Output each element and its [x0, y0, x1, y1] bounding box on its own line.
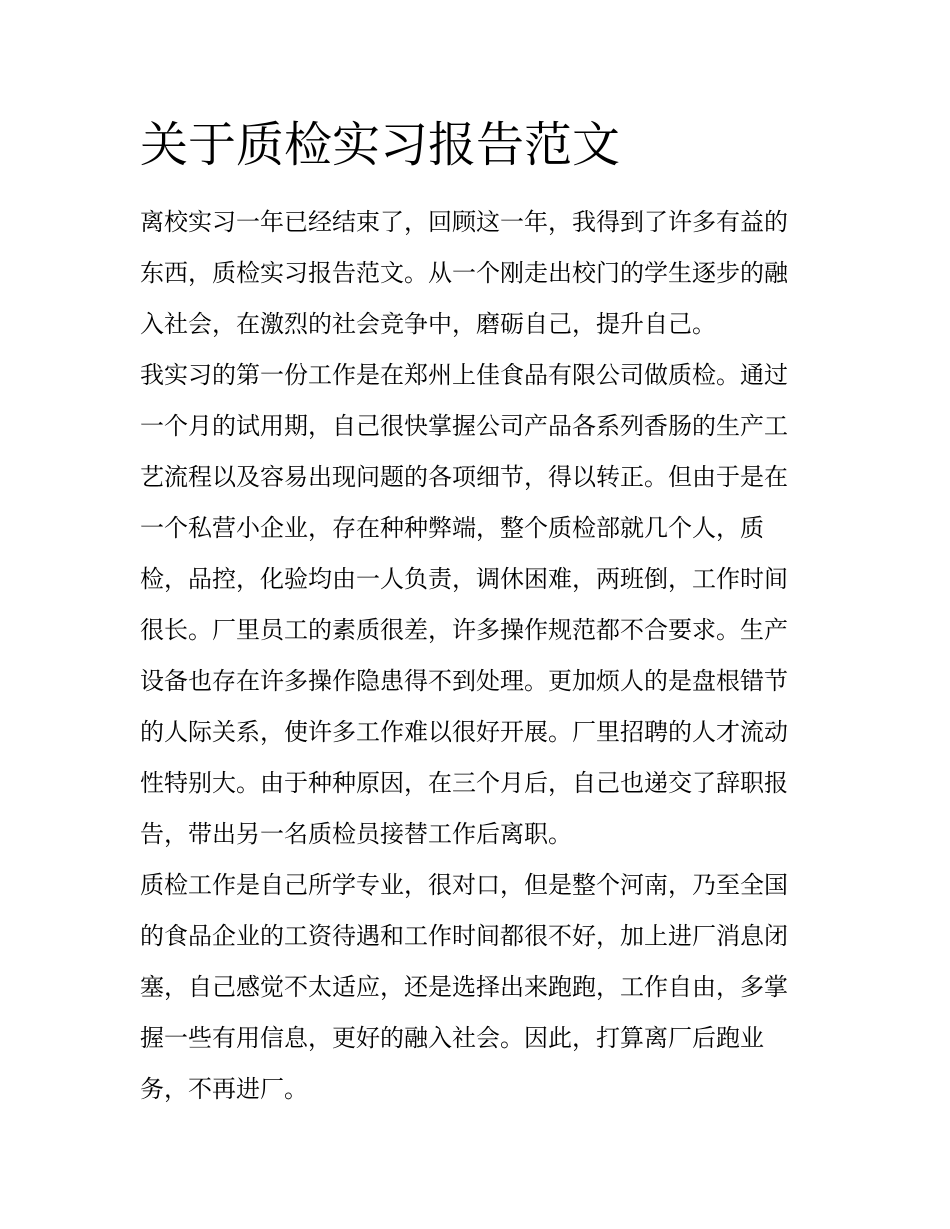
- paragraph-line: 一个月的试用期，自己很快掌握公司产品各系列香肠的生产工: [140, 412, 788, 440]
- paragraph-2: [140, 350, 812, 860]
- paragraph-line: 入社会，在激烈的社会竞争中，磨砺自己，提升自己。: [140, 310, 716, 338]
- paragraph-line: 我实习的第一份工作是在郑州上佳食品有限公司做质检。通过: [140, 361, 788, 389]
- paragraph-line: 的食品企业的工资待遇和工作时间都很不好，加上进厂消息闭: [140, 922, 788, 950]
- document-title: 关于质检实习报告范文: [140, 117, 621, 173]
- paragraph-1: [140, 197, 812, 350]
- paragraph-line: 检，品控，化验均由一人负责，调休困难，两班倒，工作时间: [140, 565, 788, 593]
- paragraph-line: 艺流程以及容易出现问题的各项细节，得以转正。但由于是在: [140, 463, 788, 491]
- paragraph-line: 东西，质检实习报告范文。从一个刚走出校门的学生逐步的融: [140, 259, 788, 287]
- document-body: [140, 197, 812, 1115]
- paragraph-line: 握一些有用信息，更好的融入社会。因此，打算离厂后跑业: [140, 1024, 764, 1052]
- paragraph-line: 质检工作是自己所学专业，很对口，但是整个河南，乃至全国: [140, 871, 788, 899]
- paragraph-line: 设备也存在许多操作隐患得不到处理。更加烦人的是盘根错节: [140, 667, 788, 695]
- paragraph-line: 务，不再进厂。: [140, 1075, 308, 1103]
- paragraph-line: 很长。厂里员工的素质很差，许多操作规范都不合要求。生产: [140, 616, 788, 644]
- paragraph-line: 一个私营小企业，存在种种弊端，整个质检部就几个人，质: [140, 514, 764, 542]
- paragraph-line: 告，带出另一名质检员接替工作后离职。: [140, 820, 572, 848]
- paragraph-line: 的人际关系，使许多工作难以很好开展。厂里招聘的人才流动: [140, 718, 788, 746]
- paragraph-line: 离校实习一年已经结束了，回顾这一年，我得到了许多有益的: [140, 208, 788, 236]
- paragraph-line: 性特别大。由于种种原因，在三个月后，自己也递交了辞职报: [140, 769, 788, 797]
- paragraph-line: 塞，自己感觉不太适应，还是选择出来跑跑，工作自由，多掌: [140, 973, 788, 1001]
- paragraph-3: [140, 860, 812, 1115]
